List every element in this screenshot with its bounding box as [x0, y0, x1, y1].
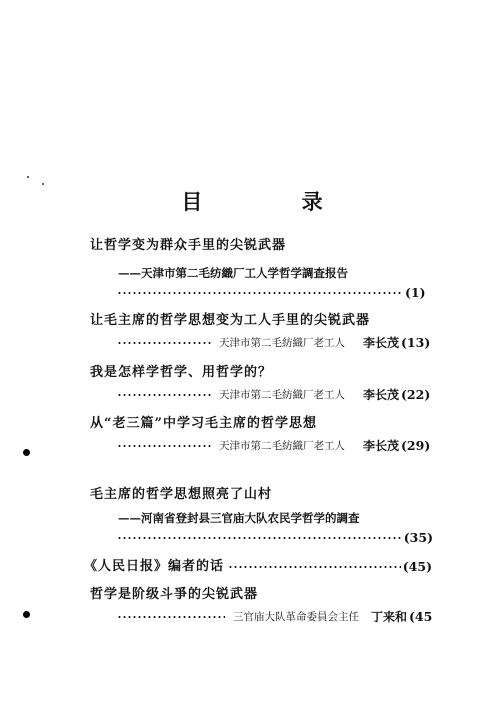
toc-author-name: 丁来和: [371, 610, 408, 624]
dot-leader: [117, 394, 211, 396]
dot-leader: [228, 566, 401, 568]
toc-page-number: (13): [401, 335, 431, 350]
toc-entry-title: 毛主席的哲学思想照亮了山村: [90, 487, 273, 502]
toc-author: 天津市第二毛紡織厂老工人: [219, 440, 345, 452]
toc-author: 三官庙大队革命委員会主任: [233, 611, 359, 623]
toc-entry-title: 我是怎样学哲学、用哲学的？: [90, 365, 273, 380]
toc-author: 天津市第二毛紡織厂老工人: [219, 337, 345, 349]
toc-page-number: (29): [401, 438, 431, 453]
binding-hole-mark: [23, 611, 30, 618]
toc-leader-row: [117, 285, 427, 301]
scan-speck: [27, 176, 29, 178]
toc-author-name: 李长茂: [363, 388, 400, 402]
toc-leader-row: [117, 335, 437, 351]
dot-leader: [117, 616, 225, 618]
toc-leader-row: [117, 530, 433, 546]
dot-leader: [117, 537, 402, 539]
toc-entry-title: 让毛主席的哲学思想变为工人手里的尖锐武器: [90, 313, 371, 328]
toc-page-number: (22): [401, 387, 431, 402]
toc-entry-subtitle: ——河南省登封县三官庙大队农民学哲学的調查: [118, 511, 360, 525]
page-title: 目 录: [181, 189, 369, 214]
toc-author: 天津市第二毛紡織厂老工人: [219, 389, 345, 401]
toc-leader-row: [117, 387, 437, 403]
toc-entry-title: 让哲学变为群众手里的尖锐武器: [90, 238, 287, 253]
toc-leader-row: [117, 609, 439, 625]
toc-page-number: (1): [405, 285, 426, 300]
toc-page-number: (45: [409, 609, 433, 624]
toc-page-number: (45): [402, 559, 432, 574]
toc-author-name: 李长茂: [363, 336, 400, 350]
toc-entry-subtitle: ——天津市第二毛纺織厂工人学哲学調查报告: [118, 266, 348, 280]
scan-speck: [42, 183, 44, 185]
toc-entry-title: 从“老三篇”中学习毛主席的哲学思想: [90, 416, 317, 431]
dot-leader: [117, 342, 211, 344]
dot-leader: [117, 292, 403, 294]
binding-hole-mark: [23, 449, 30, 456]
toc-entry-title: 《人民日报》编者的话: [84, 559, 225, 574]
toc-author-name: 李长茂: [363, 439, 400, 453]
toc-page-number: (35): [403, 530, 433, 545]
dot-leader: [117, 445, 211, 447]
toc-leader-row: [117, 438, 437, 454]
toc-leader-row: [84, 559, 432, 575]
toc-entry-title: 哲学是阶级斗爭的尖锐武器: [90, 587, 259, 602]
